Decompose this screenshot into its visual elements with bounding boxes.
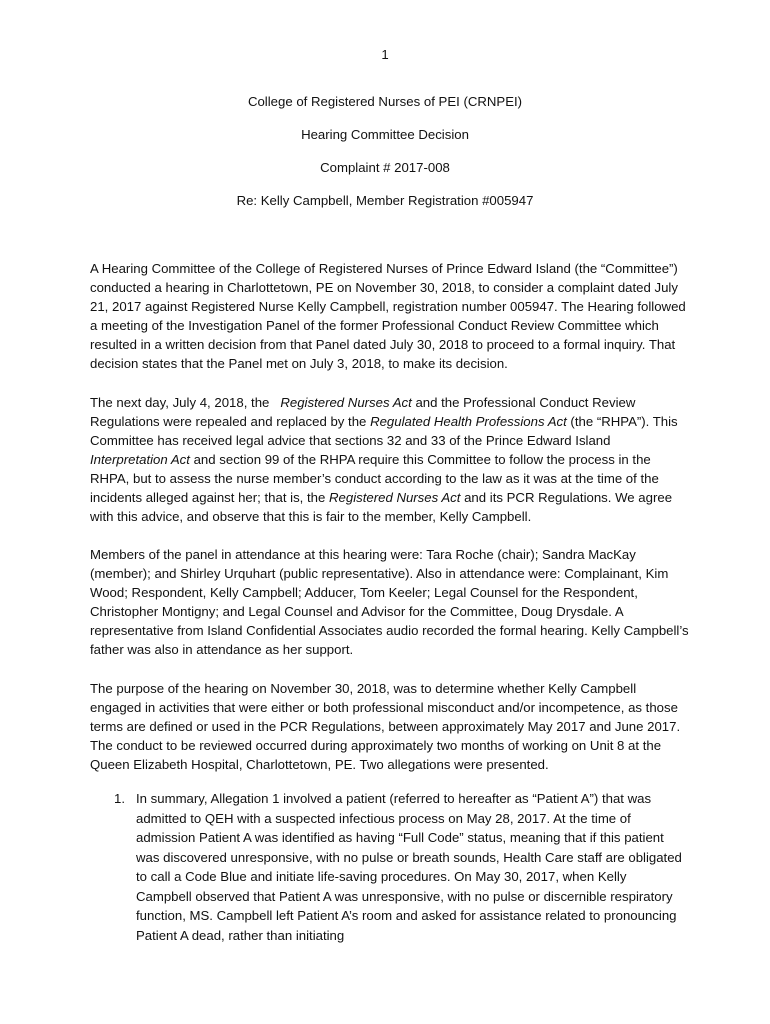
complaint-number: Complaint # 2017-008 (320, 160, 450, 175)
act-name-italic: Interpretation Act (90, 452, 190, 467)
organization-title: College of Registered Nurses of PEI (CRNPEI) (247, 94, 523, 109)
act-name-italic: Registered Nurses Act (329, 490, 461, 505)
list-item-text: In summary, Allegation 1 involved a patient (referred to hereafter as “Patient A”) that was admitted to QEH with a suspected infectious process on May 28, 2017. At the time of admission Patient A was identified as having “Full Code” status, meaning that if this patient was discovered unresponsive, with no pulse or breath sounds, Health Care staff are obligated to call a Code Blue and initiate life-saving procedures. On May 30, 2017, when Kelly Campbell observed that Patient A was unresponsive, with no pulse or discernible respiratory function, MS. Campbell left Patient A’s room and asked for assistance related to pronouncing Patient A dead, rather than initiating (136, 791, 682, 943)
paragraph-text: Members of the panel in attendance at this hearing were: Tara Roche (chair); Sandra MacKay (member); and Shirley Urquhart (public representative). Also in attendance were: Complainant, Kim Wood; Respondent, Kelly Campbell; Adducer, Tom Keeler; Legal Counsel for the Respondent, Christopher Montigny; and Legal Counsel and Advisor for the Committee, Doug Drysdale. A representative from Island Confidential Associates audio recorded the formal hearing. Kelly Campbell’s father was also in attendance as her support. (90, 547, 689, 657)
re-line: Re: Kelly Campbell, Member Registration #005947 (236, 193, 534, 208)
text-run: and section 99 of the RHPA require this Committee to follow the process in the RHPA, but to assess the nurse member’s conduct according to the law as it was at the time of the incidents alleged against her; that is, the (90, 452, 659, 505)
act-name-italic: Registered Nurses Act (280, 395, 412, 410)
paragraph-text: The purpose of the hearing on November 30, 2018, was to determine whether Kelly Campbell engaged in activities that were either or both professional misconduct and/or incompetence, as those terms are defined or used in the PCR Regulations, between approximately May 2017 and June 2017. The conduct to be reviewed occurred during approximately two months of working on Unit 8 at the Queen Elizabeth Hospital, Charlottetown, PE. Two allegations were presented. (90, 681, 681, 772)
paragraph-intro (90, 259, 690, 373)
paragraph-purpose (90, 679, 690, 774)
paragraph-text (90, 393, 690, 526)
paragraph-attendance (90, 545, 690, 659)
text-run: (the “RHPA”). This Committee has received legal advice that sections 32 and 33 of the Prince Edward Island (90, 414, 678, 448)
document-type-title: Hearing Committee Decision (301, 127, 469, 142)
page-number: 1 (381, 47, 389, 62)
paragraph-legislation (90, 393, 690, 526)
paragraph-text: A Hearing Committee of the College of Registered Nurses of Prince Edward Island (the “Committee”) conducted a hearing in Charlottetown, PE on November 30, 2018, to consider a complaint dated July 21, 2017 against Registered Nurse Kelly Campbell, registration number 005947. The Hearing followed a meeting of the Investigation Panel of the former Professional Conduct Review Committee which resulted in a written decision from that Panel dated July 30, 2018 to proceed to a formal inquiry. That decision states that the Panel met on July 3, 2018, to make its decision. (90, 261, 686, 371)
text-run: and its PCR Regulations. We agree with this advice, and observe that this is fair to the member, Kelly Campbell. (90, 490, 673, 524)
list-item-number: 1. (114, 791, 125, 806)
text-run: and the Professional Conduct Review Regulations were repealed and replaced by the (90, 395, 636, 429)
act-name-italic: Regulated Health Professions Act (370, 414, 567, 429)
text-run: The next day, July 4, 2018, the (90, 395, 281, 410)
